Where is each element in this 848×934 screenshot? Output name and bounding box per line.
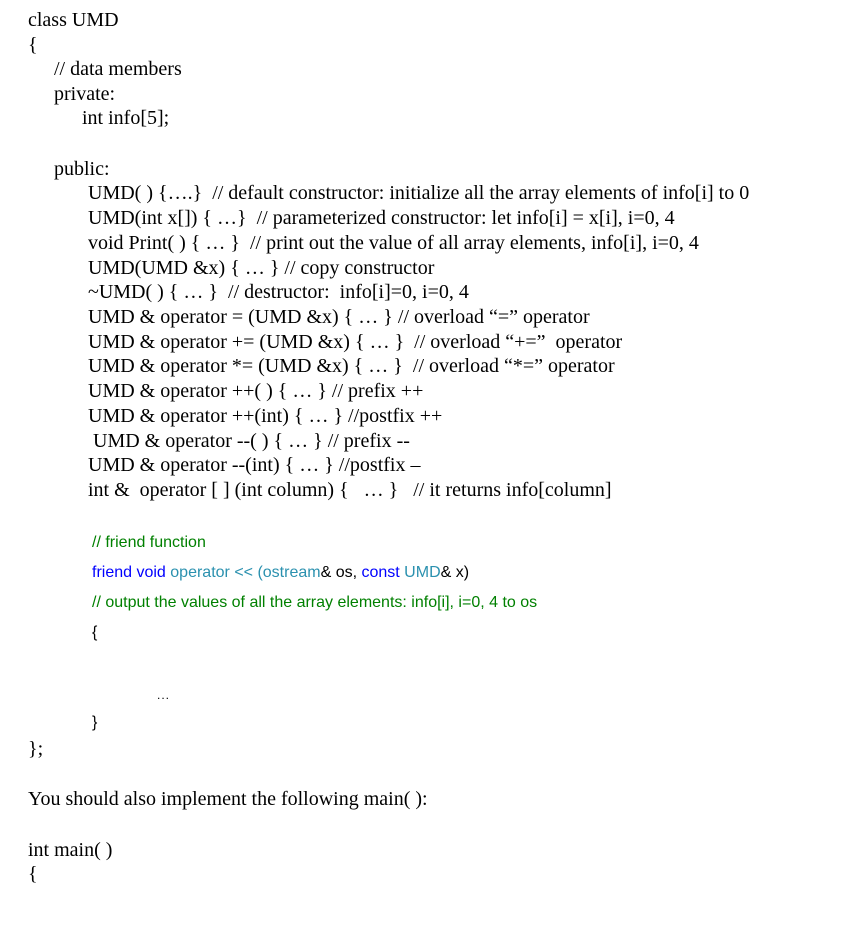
member-destructor: ~UMD( ) { … } // destructor: info[i]=0, i=0, 4 bbox=[88, 281, 469, 303]
main-signature: int main( ) bbox=[28, 839, 113, 861]
member-operator-plus-assign: UMD & operator += (UMD &x) { … } // overload “+=” operator bbox=[88, 331, 623, 353]
ostream-type: ostream bbox=[262, 564, 321, 581]
member-operator-postfix-increment: UMD & operator ++(int) { … } //postfix ++ bbox=[88, 405, 443, 427]
member-default-constructor: UMD( ) {….} // default constructor: initialize all the array elements of info[i] to 0 bbox=[88, 182, 750, 204]
main-open-brace: { bbox=[28, 863, 38, 885]
class-open-brace: { bbox=[28, 34, 38, 56]
member-operator-prefix-decrement: UMD & operator --( ) { … } // prefix -- bbox=[88, 430, 410, 452]
friend-open-brace: { bbox=[92, 624, 98, 641]
member-print: void Print( ) { … } // print out the value of all array elements, info[i], i=0, 4 bbox=[88, 232, 699, 254]
friend-output-comment: // output the values of all the array elements: info[i], i=0, 4 to os bbox=[92, 594, 538, 611]
member-parameterized-constructor: UMD(int x[]) { …} // parameterized constructor: let info[i] = x[i], i=0, 4 bbox=[88, 207, 675, 229]
x-param: & x) bbox=[440, 564, 470, 581]
friend-function-comment: // friend function bbox=[92, 534, 206, 551]
member-operator-times-assign: UMD & operator *= (UMD &x) { … } // overload “*=” operator bbox=[88, 355, 615, 377]
data-members-comment: // data members bbox=[54, 58, 182, 80]
friend-body-ellipsis: ... bbox=[157, 688, 171, 702]
friend-signature bbox=[92, 563, 469, 583]
info-declaration: int info[5]; bbox=[82, 107, 170, 129]
private-label: private: bbox=[54, 83, 116, 105]
const-keyword: const bbox=[361, 564, 400, 581]
operator-keyword: operator << ( bbox=[165, 564, 263, 581]
friend-void-keyword: friend void bbox=[92, 564, 166, 581]
member-operator-subscript: int & operator [ ] (int column) { … } // it returns info[column] bbox=[88, 479, 612, 501]
os-param: & os, bbox=[320, 564, 362, 581]
umd-type: UMD bbox=[399, 564, 441, 581]
class-header: class UMD bbox=[28, 9, 119, 31]
friend-close-brace: } bbox=[92, 714, 98, 731]
member-operator-prefix-increment: UMD & operator ++( ) { … } // prefix ++ bbox=[88, 380, 424, 402]
main-instruction: You should also implement the following main( ): bbox=[28, 788, 428, 810]
member-operator-postfix-decrement: UMD & operator --(int) { … } //postfix – bbox=[88, 454, 421, 476]
public-label: public: bbox=[54, 158, 110, 180]
class-close: }; bbox=[28, 738, 44, 760]
member-copy-constructor: UMD(UMD &x) { … } // copy constructor bbox=[88, 257, 435, 279]
member-operator-assign: UMD & operator = (UMD &x) { … } // overload “=” operator bbox=[88, 306, 590, 328]
